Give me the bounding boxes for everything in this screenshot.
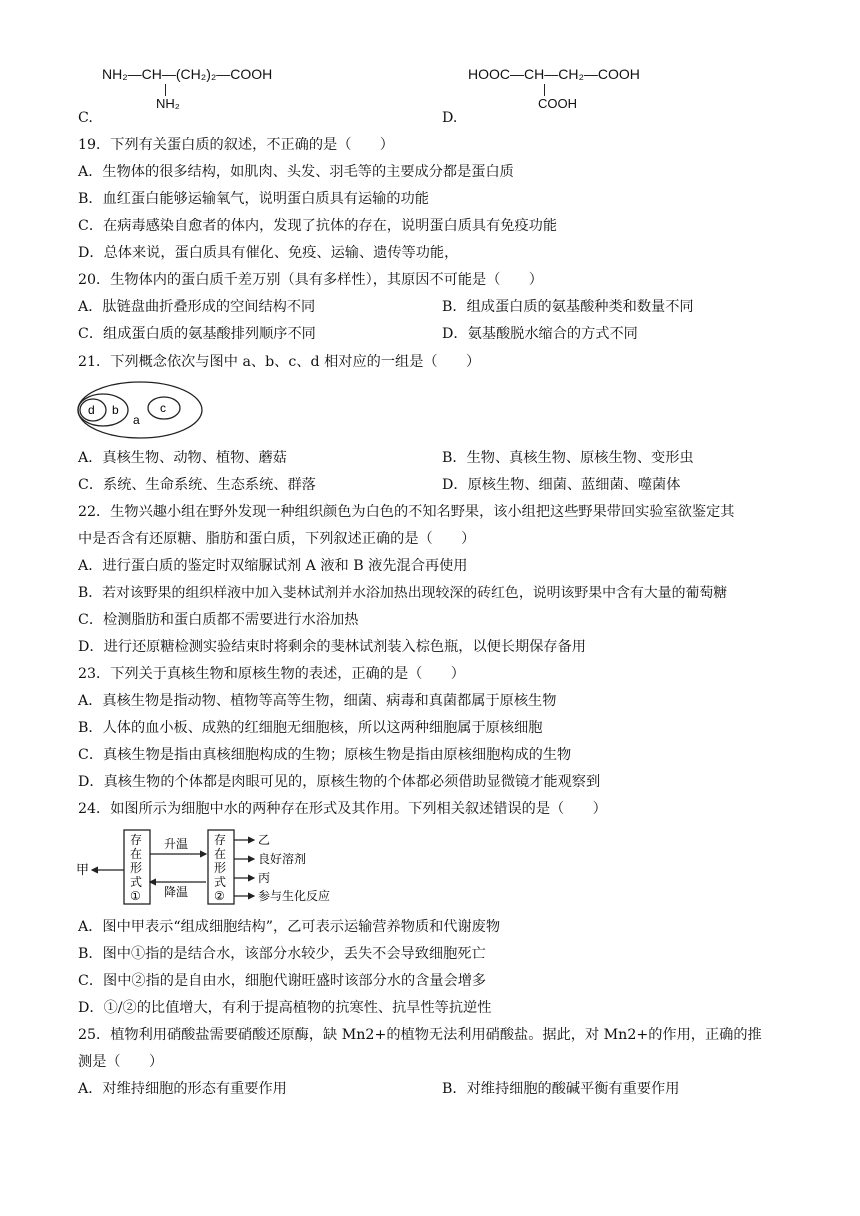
box1-char-3: 形: [130, 861, 143, 875]
label-up: 升温: [164, 837, 189, 851]
q24-option-c: C．图中②指的是自由水，细胞代谢旺盛时该部分水的含量会增多: [78, 973, 487, 989]
box2-char-5: ②: [214, 889, 225, 903]
q20-option-a: A．肽链盘曲折叠形成的空间结构不同: [78, 299, 316, 315]
q24-water-diagram: [76, 826, 366, 908]
label-a: a: [133, 413, 140, 427]
label-b: b: [112, 403, 119, 417]
q19-option-d: D．总体来说，蛋白质具有催化、免疫、运输、遗传等功能，: [78, 245, 459, 261]
label-jia: 甲: [76, 862, 90, 877]
out-reaction: 参与生化反应: [258, 889, 331, 903]
box1-char-1: 存: [130, 833, 143, 847]
q24-option-b: B．图中①指的是结合水，该部分水较少，丢失不会导致细胞死亡: [78, 946, 486, 962]
formula-c-branch: [165, 84, 166, 96]
q25-stem-line1: 25．植物利用硝酸盐需要硝酸还原酶，缺 Mn2+的植物无法利用硝酸盐。据此，对 Mn2+的作用，正确的推: [78, 1027, 762, 1043]
q19-option-a: A．生物体的很多结构，如肌肉、头发、羽毛等的主要成分都是蛋白质: [78, 164, 514, 180]
q20-option-c: C．组成蛋白质的氨基酸排列顺序不同: [78, 326, 316, 342]
out-yi: 乙: [258, 833, 271, 847]
option-d-letter: D.: [442, 110, 458, 126]
ellipse-b: [78, 394, 128, 426]
q24-stem: 24．如图所示为细胞中水的两种存在形式及其作用。下列相关叙述错误的是（ ）: [78, 801, 607, 817]
label-down: 降温: [164, 885, 189, 899]
formula-d-sub: COOH: [538, 96, 577, 111]
q25-option-b: B．对维持细胞的酸碱平衡有重要作用: [442, 1081, 680, 1097]
q23-option-a: A．真核生物是指动物、植物等高等生物，细菌、病毒和真菌都属于原核生物: [78, 693, 557, 709]
formula-c-sub: NH₂: [156, 96, 180, 111]
q22-option-d: D．进行还原糖检测实验结束时将剩余的斐林试剂装入棕色瓶，以便长期保存备用: [78, 639, 586, 655]
out-solvent: 良好溶剂: [258, 852, 307, 866]
formula-c-main: NH₂—CH—(CH₂)₂—COOH: [102, 66, 273, 82]
box2-char-3: 形: [214, 861, 227, 875]
ellipse-a: [78, 382, 202, 438]
q21-stem: 21．下列概念依次与图中 a、b、c、d 相对应的一组是（ ）: [78, 354, 481, 370]
label-d: d: [88, 403, 95, 417]
q20-option-b: B．组成蛋白质的氨基酸种类和数量不同: [442, 299, 694, 315]
q19-option-c: C．在病毒感染自愈者的体内，发现了抗体的存在，说明蛋白质具有免疫功能: [78, 218, 558, 234]
q20-option-d: D．氨基酸脱水缩合的方式不同: [442, 326, 638, 342]
q19-option-b: B．血红蛋白能够运输氧气，说明蛋白质具有运输的功能: [78, 191, 429, 207]
option-c-letter: C.: [78, 110, 93, 126]
box1-char-4: 式: [130, 875, 143, 889]
option-c-formula: [102, 66, 273, 111]
q23-option-d: D．真核生物的个体都是肉眼可见的，原核生物的个体都必须借助显微镜才能观察到: [78, 774, 601, 790]
q23-option-b: B．人体的血小板、成熟的红细胞无细胞核，所以这两种细胞属于原核细胞: [78, 720, 543, 736]
box2-char-2: 在: [214, 847, 227, 861]
q24-option-d: D．①/②的比值增大，有利于提高植物的抗寒性、抗旱性等抗逆性: [78, 1000, 492, 1016]
box1-char-5: ①: [130, 889, 141, 903]
q21-option-b: B．生物、真核生物、原核生物、变形虫: [442, 450, 694, 466]
formula-d-main: HOOC—CH—CH₂—COOH: [468, 66, 640, 82]
q23-stem: 23．下列关于真核生物和原核生物的表述，正确的是（ ）: [78, 666, 465, 682]
q21-option-d: D．原核生物、细菌、蓝细菌、噬菌体: [442, 477, 681, 493]
q25-option-a: A．对维持细胞的形态有重要作用: [78, 1081, 287, 1097]
q22-option-a: A．进行蛋白质的鉴定时双缩脲试剂 A 液和 B 液先混合再使用: [78, 558, 468, 574]
q22-stem-line2: 中是否含有还原糖、脂肪和蛋白质，下列叙述正确的是（ ）: [78, 531, 476, 547]
q24-option-a: A．图中甲表示“组成细胞结构”，乙可表示运输营养物质和代谢废物: [78, 919, 501, 935]
box2-char-1: 存: [214, 833, 227, 847]
q25-stem-line2: 测是（ ）: [78, 1054, 164, 1070]
formula-d-branch: [544, 84, 545, 96]
label-c: c: [160, 401, 166, 415]
out-bing: 丙: [258, 871, 271, 885]
box1-char-2: 在: [130, 847, 143, 861]
q22-stem-line1: 22．生物兴趣小组在野外发现一种组织颜色为白色的不知名野果，该小组把这些野果带回实验室欲鉴定其: [78, 504, 735, 520]
box2-char-4: 式: [214, 875, 227, 889]
q22-option-b: B．若对该野果的组织样液中加入斐林试剂并水浴加热出现较深的砖红色，说明该野果中含有大量的葡萄糖: [78, 585, 728, 601]
q23-option-c: C．真核生物是指由真核细胞构成的生物；原核生物是指由原核细胞构成的生物: [78, 747, 572, 763]
q21-option-a: A．真核生物、动物、植物、蘑菇: [78, 450, 287, 466]
q22-option-c: C．检测脂肪和蛋白质都不需要进行水浴加热: [78, 612, 359, 628]
q19-stem: 19．下列有关蛋白质的叙述，不正确的是（ ）: [78, 137, 394, 153]
q21-concept-diagram: [76, 380, 206, 440]
q20-stem: 20．生物体内的蛋白质千差万别（具有多样性），其原因不可能是（ ）: [78, 272, 543, 288]
option-d-formula: [468, 66, 640, 111]
q21-option-c: C．系统、生命系统、生态系统、群落: [78, 477, 316, 493]
